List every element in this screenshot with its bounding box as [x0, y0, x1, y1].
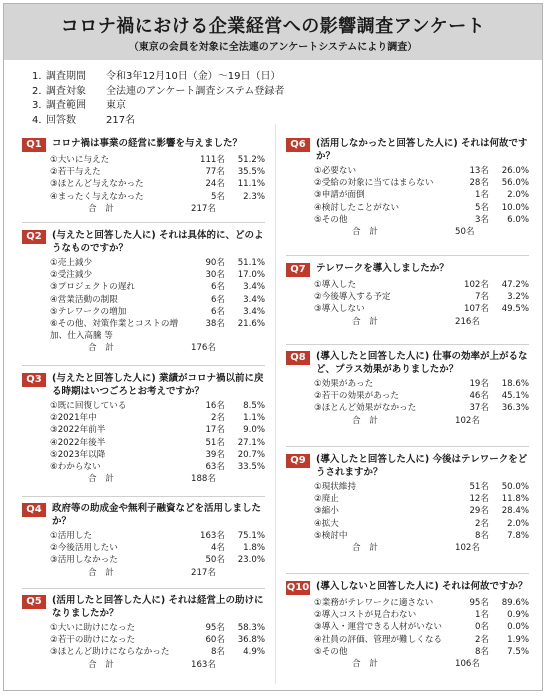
answer-row: [50, 281, 265, 293]
answer-percent: 11.8%: [501, 494, 529, 505]
question-header: [22, 594, 265, 620]
answer-label: ③ほとんど効果がなかった: [314, 403, 417, 414]
answer-percent: 10.0%: [501, 202, 529, 213]
answer-percent: 35.5%: [237, 167, 265, 178]
answer-label: ④検討したことがない: [314, 202, 400, 213]
answer-percent: 11.1%: [237, 179, 265, 190]
answer-label: ②今後導入する予定: [314, 292, 391, 303]
answer-count: 0名: [474, 622, 489, 633]
survey-info-value: 東京: [106, 100, 126, 111]
question-q9: [286, 453, 529, 554]
survey-info-num: 4．: [32, 114, 49, 126]
answer-count: 6名: [210, 294, 225, 305]
answer-label: ①売上減少: [50, 258, 93, 268]
answer-row: [314, 165, 529, 177]
question-text: (導入したと回答した人に) 仕事の効率が上がるなど、プラス効果がありましたか？: [316, 351, 528, 375]
answer-row: [50, 634, 265, 646]
total-count: 102名: [455, 415, 480, 426]
section-divider: [22, 588, 265, 589]
survey-info-row: [32, 99, 284, 114]
section-divider: [286, 573, 529, 574]
answer-label: ②若干与えた: [50, 167, 101, 178]
answer-row: [314, 493, 529, 505]
section-divider: [22, 365, 265, 366]
total-label: 合 計: [352, 226, 378, 237]
answer-count: 3名: [474, 214, 489, 225]
answer-count: 30名: [205, 270, 225, 281]
answer-label: ③活用しなかった: [50, 555, 118, 566]
total-label: 合 計: [88, 567, 114, 578]
answer-percent: 18.6%: [501, 379, 529, 389]
survey-info-value: 全法連のアンケート調査システム登録者: [106, 85, 285, 97]
answer-percent: 21.6%: [237, 318, 265, 329]
answer-row: [314, 279, 529, 291]
answer-label: ②若干の効果があった: [314, 391, 399, 402]
answer-label: ⑥その他、対策作業とコストの増加、仕入高騰 等: [50, 318, 179, 341]
answer-count: 51名: [469, 482, 489, 492]
answer-row: [314, 518, 529, 530]
answer-percent: 0.9%: [507, 610, 529, 621]
answer-row: [50, 412, 265, 424]
question-text: コロナ禍は事業の経営に影響を与えました？: [52, 138, 243, 149]
answer-count: 13名: [469, 166, 489, 176]
answer-row: [50, 257, 265, 269]
total-count: 50名: [455, 226, 475, 237]
question-header: [22, 137, 265, 152]
question-badge: Q8: [286, 351, 310, 365]
answer-label: ②今後活用したい: [50, 543, 118, 554]
total-row: [50, 203, 265, 216]
answer-row: [50, 154, 265, 166]
answer-label: ③導入しない: [314, 304, 365, 315]
answer-label: ③導入・運営できる人材がいない: [314, 622, 443, 633]
question-badge: Q2: [22, 230, 46, 244]
answer-percent: 1.9%: [507, 634, 529, 645]
question-header: [286, 137, 529, 163]
total-label: 合 計: [352, 658, 378, 669]
question-q6: [286, 137, 529, 238]
answer-count: 8名: [474, 646, 489, 657]
answer-label: ①活用した: [50, 531, 93, 541]
answer-percent: 3.2%: [507, 292, 529, 303]
question-text: (活用したと回答した人に) それは経営上の助けになりましたか？: [52, 595, 264, 619]
answer-label: ⑤検討中: [314, 530, 348, 541]
answer-label: ③縮小: [314, 506, 339, 517]
answer-label: ①導入した: [314, 280, 357, 290]
answer-row: [50, 191, 265, 203]
answer-count: 2名: [210, 413, 225, 424]
answer-label: ①必要ない: [314, 166, 357, 176]
answer-row: [50, 646, 265, 658]
question-header: [22, 502, 265, 528]
answer-percent: 49.5%: [501, 304, 529, 315]
answer-row: [50, 306, 265, 318]
survey-info-key: 調査期間: [46, 71, 86, 82]
answer-label: ⑤テレワークの増加: [50, 306, 127, 317]
answer-row: [314, 214, 529, 226]
answer-count: 107名: [464, 304, 489, 315]
answer-row: [50, 542, 265, 554]
answer-row: [50, 622, 265, 634]
total-row: [314, 542, 529, 555]
answer-row: [50, 424, 265, 436]
answer-label: ⑤2023年以降: [50, 449, 106, 460]
answer-row: [50, 166, 265, 178]
question-text: (導入しないと回答した人に) それは何故ですか？: [316, 581, 528, 592]
answer-percent: 6.0%: [507, 214, 529, 225]
section-divider: [286, 344, 529, 345]
survey-info-num: 2．: [32, 85, 49, 97]
total-count: 217名: [191, 567, 216, 578]
section-divider: [22, 496, 265, 497]
answer-percent: 33.5%: [237, 461, 265, 472]
question-header: [286, 350, 529, 376]
answer-count: 46名: [469, 391, 489, 402]
answer-count: 1名: [474, 610, 489, 621]
answer-label: ⑤その他: [314, 646, 348, 657]
answer-percent: 17.0%: [237, 270, 265, 281]
answer-label: ③ほとんど助けにならなかった: [50, 647, 170, 658]
section-divider: [286, 255, 529, 256]
answer-count: 37名: [469, 403, 489, 414]
answer-percent: 2.0%: [507, 518, 529, 529]
answer-label: ⑤その他: [314, 214, 348, 225]
question-badge: Q1: [22, 138, 46, 152]
answer-count: 4名: [210, 543, 225, 554]
answer-count: 111名: [200, 155, 225, 165]
total-label: 合 計: [88, 342, 114, 353]
answer-list: [314, 597, 529, 670]
section-divider: [22, 222, 265, 223]
answer-percent: 1.1%: [243, 413, 265, 424]
total-label: 合 計: [88, 474, 114, 485]
answer-percent: 36.8%: [237, 635, 265, 646]
column-divider: [275, 124, 276, 684]
survey-info-value: 令和3年12月10日（金）～19日（日）: [106, 71, 281, 82]
section-divider: [286, 446, 529, 447]
total-count: 188名: [191, 474, 216, 485]
answer-count: 50名: [205, 555, 225, 566]
answer-count: 38名: [205, 318, 225, 329]
answer-count: 2名: [474, 634, 489, 645]
total-count: 216名: [455, 316, 480, 327]
answer-percent: 7.5%: [507, 646, 529, 657]
answer-count: 5名: [474, 202, 489, 213]
survey-info: [32, 70, 284, 128]
answer-row: [314, 621, 529, 633]
answer-percent: 7.8%: [507, 530, 529, 541]
answer-count: 19名: [469, 379, 489, 389]
answer-percent: 3.4%: [243, 282, 265, 293]
survey-info-num: 1．: [32, 71, 49, 82]
answer-count: 28名: [469, 178, 489, 189]
page-title: コロナ禍における企業経営への影響調査アンケート: [60, 16, 486, 37]
answer-count: 51名: [205, 437, 225, 448]
answer-count: 2名: [474, 518, 489, 529]
answer-count: 39名: [205, 449, 225, 460]
answer-percent: 3.4%: [243, 306, 265, 317]
answer-row: [314, 177, 529, 189]
answer-row: [314, 481, 529, 493]
answer-label: ③プロジェクトの遅れ: [50, 282, 135, 293]
answer-count: 8名: [210, 647, 225, 658]
answer-count: 29名: [469, 506, 489, 517]
answer-percent: 45.1%: [501, 391, 529, 402]
answer-row: [314, 291, 529, 303]
answer-label: ②2021年中: [50, 413, 97, 424]
answer-label: ①現状維持: [314, 482, 357, 492]
total-label: 合 計: [352, 415, 378, 426]
answer-row: [314, 634, 529, 646]
question-header: [286, 453, 529, 479]
total-row: [50, 567, 265, 580]
answer-percent: 3.4%: [243, 294, 265, 305]
answer-label: ①既に回復している: [50, 401, 127, 411]
question-header: [286, 580, 529, 595]
question-badge: Q3: [22, 373, 46, 387]
answer-count: 163名: [200, 531, 225, 541]
answer-list: [314, 481, 529, 554]
answer-row: [50, 530, 265, 542]
answer-row: [50, 269, 265, 281]
survey-info-row: [32, 85, 284, 100]
answer-percent: 0.0%: [507, 622, 529, 633]
answer-row: [50, 294, 265, 306]
question-text: (与えたと回答した人に) 業績がコロナ禍以前に戻る時期はいつごろとお考えですか？: [52, 373, 264, 397]
answer-count: 95名: [469, 598, 489, 608]
answer-list: [314, 378, 529, 427]
answer-list: [314, 279, 529, 328]
answer-percent: 4.9%: [243, 647, 265, 658]
answer-count: 6名: [210, 306, 225, 317]
total-row: [50, 342, 265, 355]
answer-count: 95名: [205, 623, 225, 633]
answer-percent: 2.3%: [243, 191, 265, 202]
total-count: 102名: [455, 542, 480, 553]
answer-row: [314, 505, 529, 517]
answer-label: ④営業活動の制限: [50, 294, 118, 305]
header-banner: [4, 4, 542, 60]
answer-percent: 89.6%: [501, 598, 529, 608]
answer-percent: 26.0%: [501, 166, 529, 176]
answer-label: ②廃止: [314, 494, 339, 505]
answer-label: ①大いに助けになった: [50, 623, 136, 633]
answer-count: 16名: [205, 401, 225, 411]
answer-percent: 8.5%: [243, 401, 265, 411]
answer-list: [50, 400, 265, 486]
answer-label: ③申請が面倒: [314, 190, 365, 201]
question-q3: [22, 372, 265, 486]
total-label: 合 計: [88, 659, 114, 670]
answer-count: 90名: [205, 258, 225, 268]
survey-info-key: 回答数: [46, 114, 76, 126]
answer-percent: 75.1%: [237, 531, 265, 541]
answer-list: [50, 530, 265, 579]
answer-percent: 36.3%: [501, 403, 529, 414]
question-q1: [22, 137, 265, 215]
total-count: 163名: [191, 659, 216, 670]
answer-count: 5名: [210, 191, 225, 202]
answer-percent: 50.0%: [501, 482, 529, 492]
question-q5: [22, 594, 265, 671]
total-row: [314, 316, 529, 329]
survey-info-row: [32, 114, 284, 129]
question-header: [22, 372, 265, 398]
answer-label: ④社員の評価、管理が難しくなる: [314, 634, 443, 645]
answer-percent: 23.0%: [237, 555, 265, 566]
answer-label: ②受給の対象に当てはまらない: [314, 178, 434, 189]
answer-label: ①大いに与えた: [50, 155, 110, 165]
total-count: 106名: [455, 658, 480, 669]
answer-count: 6名: [210, 282, 225, 293]
total-row: [314, 226, 529, 239]
answer-label: ①業務がテレワークに適さない: [314, 598, 434, 608]
answer-percent: 20.7%: [237, 449, 265, 460]
question-text: (与えたと回答した人に) それは具体的に、どのようなものですか？: [52, 230, 264, 254]
answer-count: 60名: [205, 635, 225, 646]
answer-percent: 47.2%: [501, 280, 529, 290]
page-subtitle: （東京の会員を対象に全法連のアンケートシステムにより調査）: [128, 42, 418, 53]
answer-count: 1名: [474, 190, 489, 201]
answer-percent: 28.4%: [501, 506, 529, 517]
answer-row: [314, 402, 529, 414]
total-count: 176名: [191, 342, 216, 353]
answer-list: [314, 165, 529, 238]
answer-row: [314, 189, 529, 201]
survey-info-key: 調査範囲: [46, 100, 86, 111]
answer-count: 17名: [205, 425, 225, 436]
answer-percent: 1.8%: [243, 543, 265, 554]
answer-label: ②受注減少: [50, 270, 93, 281]
question-text: (導入したと回答した人に) 今後はテレワークをどうされますか？: [316, 454, 528, 478]
total-row: [50, 659, 265, 672]
answer-percent: 27.1%: [237, 437, 265, 448]
answer-row: [314, 378, 529, 390]
answer-percent: 2.0%: [507, 190, 529, 201]
total-row: [314, 658, 529, 671]
answer-label: ④拡大: [314, 518, 339, 529]
survey-info-num: 3．: [32, 100, 49, 111]
answer-row: [314, 609, 529, 621]
answer-row: [314, 646, 529, 658]
question-q4: [22, 502, 265, 579]
answer-row: [314, 597, 529, 609]
total-label: 合 計: [352, 316, 378, 327]
answer-row: [50, 437, 265, 449]
survey-info-value: 217名: [106, 114, 136, 126]
answer-percent: 56.0%: [501, 178, 529, 189]
answer-count: 12名: [469, 494, 489, 505]
question-header: [286, 262, 529, 277]
answer-label: ②若干の助けになった: [50, 635, 136, 646]
question-badge: Q10: [286, 582, 310, 593]
total-label: 合 計: [352, 542, 378, 553]
answer-label: ③ほとんど与えなかった: [50, 179, 144, 190]
answer-label: ①効果があった: [314, 379, 374, 389]
answer-label: ④2022年後半: [50, 437, 106, 448]
answer-count: 63名: [205, 461, 225, 472]
question-q7: [286, 262, 529, 328]
question-q10: [286, 580, 529, 670]
question-badge: Q9: [286, 454, 310, 468]
question-q8: [286, 350, 529, 427]
answer-percent: 9.0%: [243, 425, 265, 436]
question-badge: Q4: [22, 503, 46, 517]
answer-row: [50, 554, 265, 566]
question-badge: Q6: [286, 138, 310, 152]
answer-row: [314, 202, 529, 214]
survey-info-row: [32, 70, 284, 85]
question-text: (活用しなかったと回答した人に) それは何故ですか？: [316, 138, 528, 162]
answer-row: [50, 449, 265, 461]
question-text: テレワークを導入しましたか？: [316, 263, 449, 274]
total-row: [50, 473, 265, 486]
answer-percent: 51.1%: [237, 258, 265, 268]
answer-row: [50, 318, 265, 342]
question-q2: [22, 229, 265, 354]
total-label: 合 計: [88, 203, 114, 214]
answer-list: [50, 622, 265, 671]
answer-count: 7名: [474, 292, 489, 303]
survey-info-key: 調査対象: [46, 85, 86, 97]
answer-row: [50, 461, 265, 473]
answer-label: ③2022年前半: [50, 425, 106, 436]
answer-list: [50, 154, 265, 215]
answer-count: 24名: [205, 179, 225, 190]
answer-row: [314, 530, 529, 542]
answer-row: [50, 400, 265, 412]
answer-count: 102名: [464, 280, 489, 290]
answer-count: 77名: [205, 167, 225, 178]
question-badge: Q5: [22, 595, 46, 609]
answer-percent: 58.3%: [237, 623, 265, 633]
answer-row: [314, 390, 529, 402]
answer-label: ⑥わからない: [50, 461, 101, 472]
answer-count: 8名: [474, 530, 489, 541]
answer-row: [314, 303, 529, 315]
answer-percent: 51.2%: [237, 155, 265, 165]
question-text: 政府等の助成金や無利子融資などを活用しましたか？: [52, 503, 262, 527]
answer-row: [50, 178, 265, 190]
answer-label: ②導入コストが見合わない: [314, 610, 417, 621]
question-header: [22, 229, 265, 255]
question-badge: Q7: [286, 263, 310, 277]
total-row: [314, 415, 529, 428]
answer-label: ④まったく与えなかった: [50, 191, 144, 202]
total-count: 217名: [191, 203, 216, 214]
answer-list: [50, 257, 265, 354]
